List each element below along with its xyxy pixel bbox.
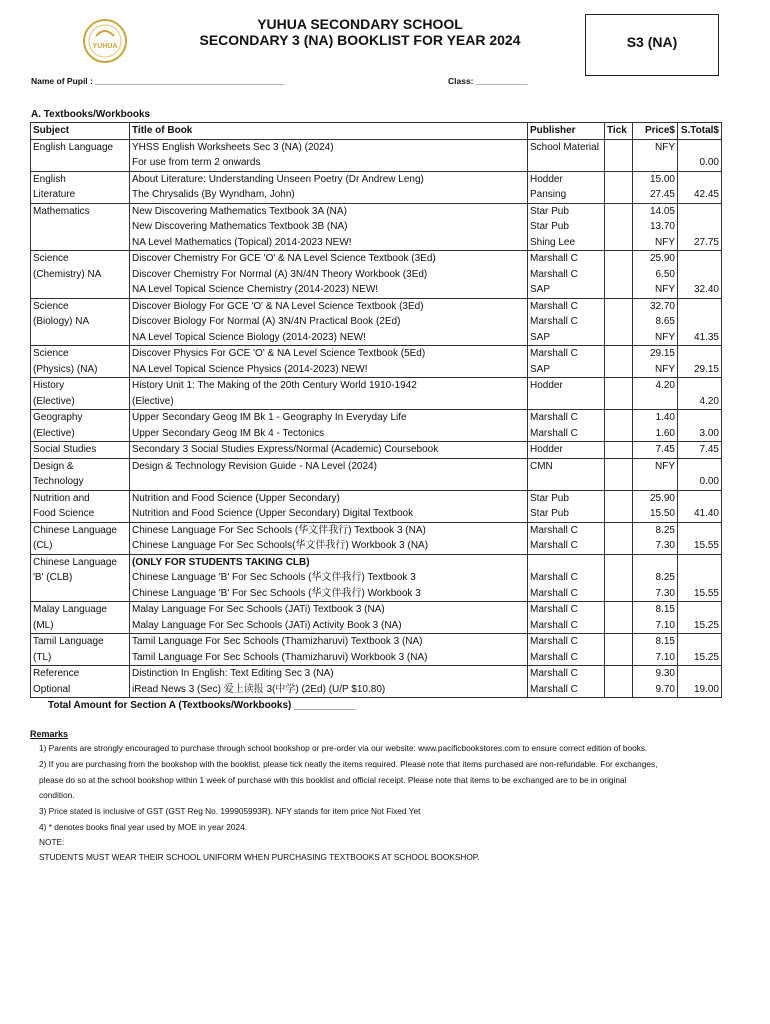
publisher-cell bbox=[528, 474, 605, 490]
subject-cell: Geography bbox=[31, 410, 130, 426]
subject-cell bbox=[31, 235, 130, 251]
table-row bbox=[31, 426, 722, 442]
publisher-cell: Hodder bbox=[528, 378, 605, 394]
tick-cell[interactable] bbox=[605, 570, 633, 586]
table-row bbox=[31, 203, 722, 219]
publisher-cell: SAP bbox=[528, 362, 605, 378]
tick-cell[interactable] bbox=[605, 219, 633, 235]
publisher-cell bbox=[528, 155, 605, 171]
subtotal-cell: 3.00 bbox=[678, 426, 722, 442]
subtotal-cell bbox=[678, 602, 722, 618]
table-row bbox=[31, 219, 722, 235]
subject-cell bbox=[31, 282, 130, 298]
subject-cell: (Physics) (NA) bbox=[31, 362, 130, 378]
tick-cell[interactable] bbox=[605, 267, 633, 283]
price-cell: 8.15 bbox=[633, 602, 678, 618]
remark-line: 2) If you are purchasing from the bookshop with the booklist, please tick neatly the items required. Please note that items purchased are non-refundable. For exchanges, bbox=[39, 759, 658, 769]
publisher-cell: Marshall C bbox=[528, 346, 605, 362]
tick-cell[interactable] bbox=[605, 203, 633, 219]
booklist-table bbox=[30, 122, 722, 698]
remarks-title: Remarks bbox=[30, 729, 69, 739]
subtotal-cell bbox=[678, 522, 722, 538]
tick-cell[interactable] bbox=[605, 314, 633, 330]
section-a-title: A. Textbooks/Workbooks bbox=[31, 109, 151, 120]
subtotal-cell bbox=[678, 139, 722, 155]
subtotal-cell bbox=[678, 410, 722, 426]
book-title-cell: Upper Secondary Geog IM Bk 4 - Tectonics bbox=[130, 426, 528, 442]
table-row bbox=[31, 666, 722, 682]
subtotal-cell bbox=[678, 490, 722, 506]
price-cell: 8.65 bbox=[633, 314, 678, 330]
subtotal-cell: 42.45 bbox=[678, 187, 722, 203]
subject-cell: Social Studies bbox=[31, 442, 130, 459]
price-cell: 8.25 bbox=[633, 522, 678, 538]
publisher-cell: Marshall C bbox=[528, 602, 605, 618]
tick-cell[interactable] bbox=[605, 650, 633, 666]
publisher-cell: Marshall C bbox=[528, 682, 605, 698]
book-title-cell: Chinese Language 'B' For Sec Schools (华文伴我行) Workbook 3 bbox=[130, 586, 528, 602]
tick-cell[interactable] bbox=[605, 586, 633, 602]
publisher-cell: Marshall C bbox=[528, 634, 605, 650]
book-title-cell: Discover Chemistry For GCE 'O' & NA Level Science Textbook (3Ed) bbox=[130, 251, 528, 267]
logo-text: YUHUA bbox=[92, 43, 118, 50]
table-row bbox=[31, 442, 722, 459]
price-cell: NFY bbox=[633, 235, 678, 251]
price-cell: 27.45 bbox=[633, 187, 678, 203]
tick-cell[interactable] bbox=[605, 426, 633, 442]
table-row bbox=[31, 282, 722, 298]
table-row bbox=[31, 506, 722, 522]
table-row bbox=[31, 251, 722, 267]
table-header-row bbox=[31, 123, 722, 140]
price-cell: NFY bbox=[633, 362, 678, 378]
table-row bbox=[31, 602, 722, 618]
book-title-cell: Discover Physics For GCE 'O' & NA Level Science Textbook (5Ed) bbox=[130, 346, 528, 362]
table-row bbox=[31, 346, 722, 362]
remark-line: 1) Parents are strongly encouraged to purchase through school bookshop or pre-order via our website: www.pacificbookstores.com to ensure correct edition of books. bbox=[39, 743, 648, 753]
tick-cell[interactable] bbox=[605, 666, 633, 682]
subtotal-cell bbox=[678, 458, 722, 474]
table-row bbox=[31, 490, 722, 506]
publisher-cell: School Material bbox=[528, 139, 605, 155]
subtotal-cell: 0.00 bbox=[678, 155, 722, 171]
price-cell: 8.15 bbox=[633, 634, 678, 650]
subtotal-cell bbox=[678, 634, 722, 650]
table-row bbox=[31, 362, 722, 378]
book-title-cell: NA Level Topical Science Physics (2014-2023) NEW! bbox=[130, 362, 528, 378]
subtotal-cell: 15.25 bbox=[678, 618, 722, 634]
subject-cell bbox=[31, 155, 130, 171]
publisher-cell bbox=[528, 394, 605, 410]
price-cell: 1.60 bbox=[633, 426, 678, 442]
book-title-cell: Upper Secondary Geog IM Bk 1 - Geography In Everyday Life bbox=[130, 410, 528, 426]
subject-cell: Science bbox=[31, 251, 130, 267]
book-title-cell: For use from term 2 onwards bbox=[130, 155, 528, 171]
subtotal-cell bbox=[678, 314, 722, 330]
book-title-cell: Chinese Language For Sec Schools(华文伴我行) Workbook 3 (NA) bbox=[130, 538, 528, 554]
table-row bbox=[31, 618, 722, 634]
book-title-cell: Nutrition and Food Science (Upper Secondary) Digital Textbook bbox=[130, 506, 528, 522]
book-title-cell: New Discovering Mathematics Textbook 3B (NA) bbox=[130, 219, 528, 235]
table-row bbox=[31, 474, 722, 490]
tick-cell[interactable] bbox=[605, 155, 633, 171]
subtotal-cell bbox=[678, 666, 722, 682]
tick-cell[interactable] bbox=[605, 235, 633, 251]
price-cell: 15.00 bbox=[633, 171, 678, 187]
price-cell: 7.10 bbox=[633, 618, 678, 634]
table-row bbox=[31, 410, 722, 426]
table-row bbox=[31, 139, 722, 155]
book-title-cell: Tamil Language For Sec Schools (Thamizharuvi) Workbook 3 (NA) bbox=[130, 650, 528, 666]
table-row bbox=[31, 298, 722, 314]
subtotal-cell: 15.55 bbox=[678, 538, 722, 554]
subject-cell: Nutrition and bbox=[31, 490, 130, 506]
subject-cell: (Elective) bbox=[31, 426, 130, 442]
subject-cell: Design & bbox=[31, 458, 130, 474]
subject-cell: Technology bbox=[31, 474, 130, 490]
subtotal-cell: 7.45 bbox=[678, 442, 722, 459]
col-publisher: Publisher bbox=[528, 123, 605, 140]
book-title-cell: Nutrition and Food Science (Upper Secondary) bbox=[130, 490, 528, 506]
subject-cell: Optional bbox=[31, 682, 130, 698]
price-cell: NFY bbox=[633, 139, 678, 155]
tick-cell[interactable] bbox=[605, 682, 633, 698]
price-cell: 7.30 bbox=[633, 538, 678, 554]
col-subject: Subject bbox=[31, 123, 130, 140]
book-title-cell: Malay Language For Sec Schools (JATi) Activity Book 3 (NA) bbox=[130, 618, 528, 634]
table-row bbox=[31, 586, 722, 602]
price-cell: NFY bbox=[633, 330, 678, 346]
tick-cell[interactable] bbox=[605, 187, 633, 203]
table-row bbox=[31, 682, 722, 698]
tick-cell[interactable] bbox=[605, 538, 633, 554]
table-row bbox=[31, 378, 722, 394]
tick-cell[interactable] bbox=[605, 554, 633, 570]
tick-cell[interactable] bbox=[605, 522, 633, 538]
price-cell bbox=[633, 155, 678, 171]
subject-cell bbox=[31, 586, 130, 602]
tick-cell[interactable] bbox=[605, 506, 633, 522]
tick-cell[interactable] bbox=[605, 378, 633, 394]
publisher-cell: CMN bbox=[528, 458, 605, 474]
price-cell: 9.30 bbox=[633, 666, 678, 682]
price-cell: NFY bbox=[633, 282, 678, 298]
publisher-cell: SAP bbox=[528, 330, 605, 346]
subtotal-cell: 32.40 bbox=[678, 282, 722, 298]
publisher-cell: Marshall C bbox=[528, 538, 605, 554]
book-title-cell: About Literature: Understanding Unseen Poetry (Dr Andrew Leng) bbox=[130, 171, 528, 187]
col-subtotal: S.Total$ bbox=[678, 123, 722, 140]
publisher-cell: Marshall C bbox=[528, 410, 605, 426]
subject-cell bbox=[31, 219, 130, 235]
tick-cell[interactable] bbox=[605, 346, 633, 362]
price-cell: 25.90 bbox=[633, 251, 678, 267]
book-title-cell: Discover Biology For Normal (A) 3N/4N Practical Book (2Ed) bbox=[130, 314, 528, 330]
book-title-cell: Distinction In English: Text Editing Sec 3 (NA) bbox=[130, 666, 528, 682]
subtotal-cell bbox=[678, 251, 722, 267]
tick-cell[interactable] bbox=[605, 139, 633, 155]
class-code-box: S3 (NA) bbox=[585, 14, 719, 76]
table-row bbox=[31, 267, 722, 283]
book-title-cell: Chinese Language 'B' For Sec Schools (华文伴我行) Textbook 3 bbox=[130, 570, 528, 586]
subtotal-cell bbox=[678, 219, 722, 235]
subject-cell: History bbox=[31, 378, 130, 394]
price-cell: NFY bbox=[633, 458, 678, 474]
subtotal-cell: 41.35 bbox=[678, 330, 722, 346]
col-title: Title of Book bbox=[130, 123, 528, 140]
table-row bbox=[31, 330, 722, 346]
table-row bbox=[31, 394, 722, 410]
table-row bbox=[31, 522, 722, 538]
price-cell: 29.15 bbox=[633, 346, 678, 362]
tick-cell[interactable] bbox=[605, 490, 633, 506]
book-title-cell: YHSS English Worksheets Sec 3 (NA) (2024) bbox=[130, 139, 528, 155]
price-cell: 7.45 bbox=[633, 442, 678, 459]
book-title-cell: NA Level Topical Science Biology (2014-2023) NEW! bbox=[130, 330, 528, 346]
publisher-cell: Pansing bbox=[528, 187, 605, 203]
book-title-cell: Discover Biology For GCE 'O' & NA Level Science Textbook (3Ed) bbox=[130, 298, 528, 314]
tick-cell[interactable] bbox=[605, 394, 633, 410]
remark-line: please do so at the school bookshop within 1 week of purchase with this booklist and official receipt. Please note that items to be exchanged are to be in original bbox=[39, 775, 627, 785]
publisher-cell: Star Pub bbox=[528, 506, 605, 522]
table-row bbox=[31, 458, 722, 474]
tick-cell[interactable] bbox=[605, 458, 633, 474]
book-title-cell: Design & Technology Revision Guide - NA Level (2024) bbox=[130, 458, 528, 474]
price-cell: 9.70 bbox=[633, 682, 678, 698]
remark-line: 3) Price stated is inclusive of GST (GST Reg No. 199905993R). NFY stands for item price Not Fixed Yet bbox=[39, 806, 421, 816]
price-cell bbox=[633, 554, 678, 570]
subject-cell bbox=[31, 330, 130, 346]
tick-cell[interactable] bbox=[605, 474, 633, 490]
subject-cell: Food Science bbox=[31, 506, 130, 522]
book-title-cell: (Elective) bbox=[130, 394, 528, 410]
subtotal-cell: 15.55 bbox=[678, 586, 722, 602]
table-row bbox=[31, 650, 722, 666]
price-cell: 1.40 bbox=[633, 410, 678, 426]
subtotal-cell bbox=[678, 267, 722, 283]
book-title-cell bbox=[130, 474, 528, 490]
subtotal-cell: 4.20 bbox=[678, 394, 722, 410]
price-cell bbox=[633, 474, 678, 490]
col-tick: Tick bbox=[605, 123, 633, 140]
tick-cell[interactable] bbox=[605, 298, 633, 314]
subtotal-cell: 41.40 bbox=[678, 506, 722, 522]
table-row bbox=[31, 155, 722, 171]
subject-cell: Literature bbox=[31, 187, 130, 203]
publisher-cell: Marshall C bbox=[528, 618, 605, 634]
price-cell bbox=[633, 394, 678, 410]
book-title-cell: Chinese Language For Sec Schools (华文伴我行) Textbook 3 (NA) bbox=[130, 522, 528, 538]
tick-cell[interactable] bbox=[605, 282, 633, 298]
publisher-cell bbox=[528, 554, 605, 570]
price-cell: 7.10 bbox=[633, 650, 678, 666]
subject-cell: Tamil Language bbox=[31, 634, 130, 650]
class-field[interactable]: Class: ___________ bbox=[448, 76, 528, 86]
publisher-cell: Shing Lee bbox=[528, 235, 605, 251]
book-title-cell: Secondary 3 Social Studies Express/Normal (Academic) Coursebook bbox=[130, 442, 528, 459]
subtotal-cell: 19.00 bbox=[678, 682, 722, 698]
publisher-cell: Marshall C bbox=[528, 251, 605, 267]
price-cell: 4.20 bbox=[633, 378, 678, 394]
remark-line: condition. bbox=[39, 790, 75, 800]
school-name: YUHUA SECONDARY SCHOOL bbox=[257, 16, 463, 32]
publisher-cell: SAP bbox=[528, 282, 605, 298]
tick-cell[interactable] bbox=[605, 618, 633, 634]
price-cell: 15.50 bbox=[633, 506, 678, 522]
price-cell: 13.70 bbox=[633, 219, 678, 235]
subject-cell: English bbox=[31, 171, 130, 187]
subject-cell: English Language bbox=[31, 139, 130, 155]
table-row bbox=[31, 634, 722, 650]
book-title-cell: NA Level Mathematics (Topical) 2014-2023 NEW! bbox=[130, 235, 528, 251]
subject-cell: (Biology) NA bbox=[31, 314, 130, 330]
publisher-cell: Marshall C bbox=[528, 650, 605, 666]
subtotal-cell: 29.15 bbox=[678, 362, 722, 378]
book-title-cell: New Discovering Mathematics Textbook 3A (NA) bbox=[130, 203, 528, 219]
book-title-cell: Tamil Language For Sec Schools (Thamizharuvi) Textbook 3 (NA) bbox=[130, 634, 528, 650]
subtotal-cell bbox=[678, 203, 722, 219]
publisher-cell: Hodder bbox=[528, 171, 605, 187]
publisher-cell: Hodder bbox=[528, 442, 605, 459]
tick-cell[interactable] bbox=[605, 362, 633, 378]
school-logo-icon bbox=[82, 18, 128, 64]
subtotal-cell bbox=[678, 298, 722, 314]
subtotal-cell bbox=[678, 570, 722, 586]
pupil-name-field[interactable]: Name of Pupil : ________________________________________ bbox=[31, 76, 285, 86]
remark-line: NOTE: bbox=[39, 837, 65, 847]
table-row bbox=[31, 538, 722, 554]
booklist-title: SECONDARY 3 (NA) BOOKLIST FOR YEAR 2024 bbox=[199, 32, 521, 48]
subject-cell: (TL) bbox=[31, 650, 130, 666]
subject-cell: Malay Language bbox=[31, 602, 130, 618]
remark-line: STUDENTS MUST WEAR THEIR SCHOOL UNIFORM WHEN PURCHASING TEXTBOOKS AT SCHOOL BOOKSHOP. bbox=[39, 852, 480, 862]
table-row bbox=[31, 187, 722, 203]
tick-cell[interactable] bbox=[605, 410, 633, 426]
publisher-cell: Star Pub bbox=[528, 490, 605, 506]
publisher-cell: Marshall C bbox=[528, 666, 605, 682]
tick-cell[interactable] bbox=[605, 634, 633, 650]
book-title-cell: Malay Language For Sec Schools (JATi) Textbook 3 (NA) bbox=[130, 602, 528, 618]
subject-cell: Science bbox=[31, 298, 130, 314]
tick-cell[interactable] bbox=[605, 442, 633, 459]
subtotal-cell: 27.75 bbox=[678, 235, 722, 251]
price-cell: 25.90 bbox=[633, 490, 678, 506]
price-cell: 6.50 bbox=[633, 267, 678, 283]
book-title-cell: iRead News 3 (Sec) 爱上读报 3(中学) (2Ed) (U/P $10.80) bbox=[130, 682, 528, 698]
tick-cell[interactable] bbox=[605, 171, 633, 187]
tick-cell[interactable] bbox=[605, 602, 633, 618]
subject-cell: (Elective) bbox=[31, 394, 130, 410]
subtotal-cell: 0.00 bbox=[678, 474, 722, 490]
publisher-cell: Marshall C bbox=[528, 522, 605, 538]
section-a-total: Total Amount for Section A (Textbooks/Workbooks) ___________ bbox=[48, 700, 356, 711]
tick-cell[interactable] bbox=[605, 251, 633, 267]
subject-cell: Chinese Language bbox=[31, 522, 130, 538]
book-title-cell: Discover Chemistry For Normal (A) 3N/4N Theory Workbook (3Ed) bbox=[130, 267, 528, 283]
subtotal-cell bbox=[678, 554, 722, 570]
table-row bbox=[31, 570, 722, 586]
subject-cell: Mathematics bbox=[31, 203, 130, 219]
subject-cell: Chinese Language bbox=[31, 554, 130, 570]
subtotal-cell: 15.25 bbox=[678, 650, 722, 666]
subtotal-cell bbox=[678, 378, 722, 394]
publisher-cell: Star Pub bbox=[528, 219, 605, 235]
subtotal-cell bbox=[678, 346, 722, 362]
book-title-cell: NA Level Topical Science Chemistry (2014-2023) NEW! bbox=[130, 282, 528, 298]
publisher-cell: Star Pub bbox=[528, 203, 605, 219]
tick-cell[interactable] bbox=[605, 330, 633, 346]
book-title-cell: The Chrysalids (By Wyndham, John) bbox=[130, 187, 528, 203]
price-cell: 32.70 bbox=[633, 298, 678, 314]
table-row bbox=[31, 235, 722, 251]
book-title-cell: History Unit 1: The Making of the 20th Century World 1910-1942 bbox=[130, 378, 528, 394]
publisher-cell: Marshall C bbox=[528, 314, 605, 330]
subject-cell: (Chemistry) NA bbox=[31, 267, 130, 283]
price-cell: 14.05 bbox=[633, 203, 678, 219]
publisher-cell: Marshall C bbox=[528, 426, 605, 442]
price-cell: 7.30 bbox=[633, 586, 678, 602]
subject-cell: 'B' (CLB) bbox=[31, 570, 130, 586]
subtotal-cell bbox=[678, 171, 722, 187]
subject-cell: (ML) bbox=[31, 618, 130, 634]
publisher-cell: Marshall C bbox=[528, 298, 605, 314]
publisher-cell: Marshall C bbox=[528, 267, 605, 283]
subject-cell: Science bbox=[31, 346, 130, 362]
publisher-cell: Marshall C bbox=[528, 570, 605, 586]
price-cell: 8.25 bbox=[633, 570, 678, 586]
table-row bbox=[31, 314, 722, 330]
subject-cell: Reference bbox=[31, 666, 130, 682]
col-price: Price$ bbox=[633, 123, 678, 140]
remark-line: 4) * denotes books final year used by MOE in year 2024. bbox=[39, 822, 248, 832]
table-row bbox=[31, 171, 722, 187]
publisher-cell: Marshall C bbox=[528, 586, 605, 602]
table-row bbox=[31, 554, 722, 570]
subject-cell: (CL) bbox=[31, 538, 130, 554]
book-title-cell: (ONLY FOR STUDENTS TAKING CLB) bbox=[130, 554, 528, 570]
